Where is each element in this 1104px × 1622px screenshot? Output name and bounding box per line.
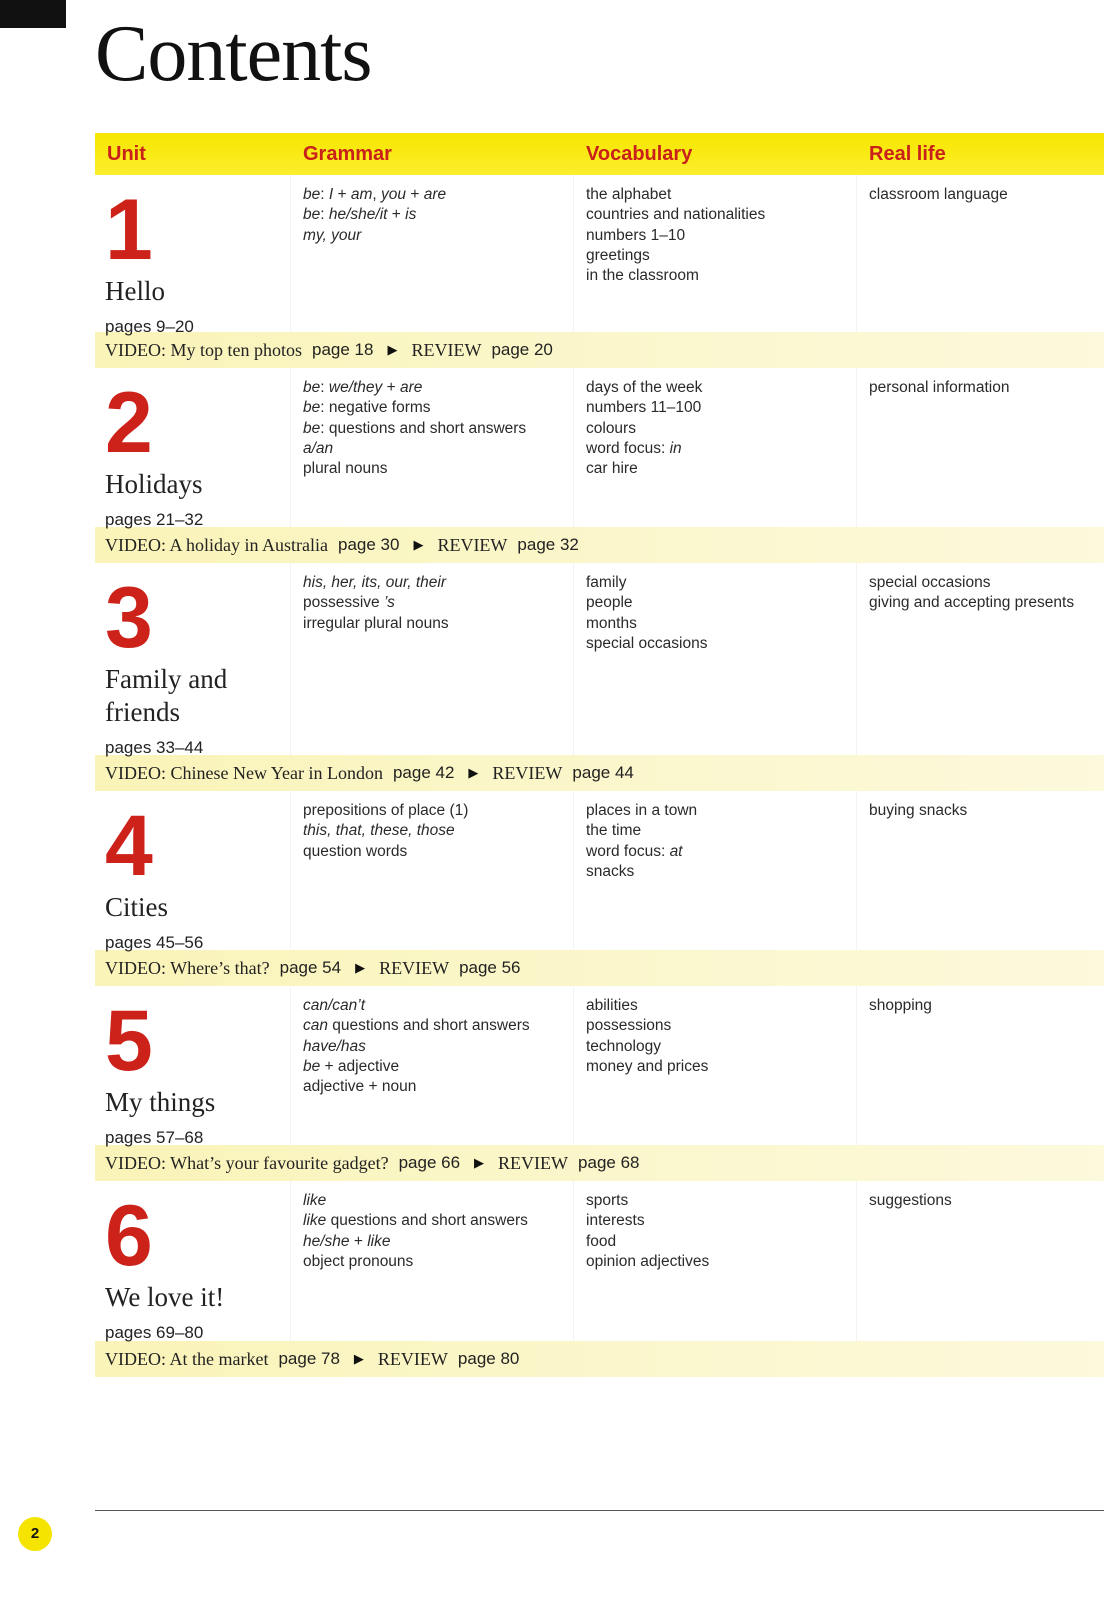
real-life-item	[869, 378, 1104, 398]
text-segment: : questions and short answers	[320, 419, 527, 437]
vocabulary-item	[586, 634, 856, 654]
text-segment: possessions	[586, 1017, 672, 1035]
review-label: REVIEW	[377, 1348, 448, 1369]
text-segment: am	[350, 186, 373, 203]
text-segment: +	[382, 379, 400, 396]
grammar-item	[303, 614, 573, 634]
text-segment: snacks	[586, 862, 635, 880]
review-label: REVIEW	[379, 957, 450, 978]
vocabulary-cell	[574, 986, 857, 1145]
grammar-cell	[291, 986, 574, 1145]
grammar-item	[303, 1232, 573, 1252]
unit-title-line: My things	[105, 1087, 216, 1117]
grammar-cell	[291, 791, 574, 950]
vocabulary-item	[586, 1252, 856, 1272]
text-segment: be	[303, 206, 321, 224]
video-row	[95, 527, 1104, 563]
text-segment: numbers 1–10	[586, 226, 686, 244]
text-segment: his, her, its, our, their	[303, 574, 447, 591]
unit-row	[95, 1181, 1104, 1341]
text-segment: sports	[586, 1192, 629, 1209]
unit-title	[105, 275, 290, 308]
unit-title-line: Cities	[105, 892, 169, 922]
grammar-cell	[291, 1181, 574, 1341]
real-life-item	[869, 185, 1104, 205]
video-title: VIDEO: Chinese New Year in London	[105, 762, 383, 783]
vocabulary-item	[586, 1211, 856, 1231]
unit-number: 6	[105, 1188, 151, 1284]
text-segment: be	[303, 379, 321, 396]
text-segment: numbers 11–100	[586, 399, 702, 417]
unit-title	[105, 663, 290, 729]
text-segment: interests	[586, 1212, 645, 1230]
review-label: REVIEW	[411, 339, 482, 360]
grammar-cell	[291, 175, 574, 332]
vocabulary-item	[586, 1057, 856, 1077]
text-segment: greetings	[586, 246, 650, 264]
real-life-item	[869, 996, 1104, 1016]
text-segment: be	[303, 419, 321, 437]
review-page: page 56	[459, 958, 521, 977]
play-arrow-icon: ▶	[355, 960, 366, 975]
text-segment: money and prices	[586, 1057, 709, 1075]
text-segment: possessive	[303, 594, 384, 612]
header-row	[95, 133, 1104, 175]
video-title: VIDEO: My top ten photos	[105, 339, 302, 360]
header-unit: Unit	[107, 142, 146, 165]
text-segment: like	[367, 1232, 391, 1250]
real-life-cell	[857, 986, 1104, 1145]
text-segment: :	[320, 379, 329, 396]
page-title: Contents	[95, 10, 372, 98]
unit-cell	[95, 1181, 291, 1341]
grammar-item	[303, 419, 573, 439]
real-life-item	[869, 801, 1104, 821]
unit-row	[95, 791, 1104, 950]
review-page: page 80	[457, 1349, 520, 1368]
text-segment: places in a town	[586, 802, 698, 819]
text-segment: food	[586, 1232, 617, 1250]
text-segment: adjective + noun	[303, 1078, 417, 1096]
real-life-item	[869, 1191, 1104, 1211]
text-segment: people	[586, 594, 633, 612]
video-title: VIDEO: Where’s that?	[105, 957, 270, 978]
unit-number: 1	[105, 182, 151, 278]
text-segment: you	[381, 186, 407, 203]
vocabulary-cell	[574, 563, 857, 755]
unit-number: 3	[105, 570, 151, 666]
text-segment: special occasions	[586, 634, 708, 652]
vocabulary-item	[586, 801, 856, 821]
grammar-item	[303, 1077, 573, 1097]
unit-row	[95, 563, 1104, 755]
video-title: VIDEO: At the market	[105, 1348, 269, 1369]
grammar-item	[303, 1191, 573, 1211]
vocabulary-cell	[574, 1181, 857, 1341]
video-title: VIDEO: What’s your favourite gadget?	[105, 1152, 389, 1173]
text-segment: +	[406, 186, 424, 203]
text-segment: shopping	[869, 997, 932, 1014]
text-segment: +	[349, 1232, 368, 1250]
contents-table	[95, 133, 1104, 1377]
vocabulary-item	[586, 614, 856, 634]
text-segment: is	[405, 206, 417, 224]
text-segment: are	[423, 186, 447, 203]
review-label: REVIEW	[492, 762, 563, 783]
text-segment: the alphabet	[586, 186, 672, 203]
unit-row	[95, 368, 1104, 527]
text-segment: personal information	[869, 379, 1010, 396]
unit-title	[105, 1086, 290, 1119]
text-segment: be	[303, 186, 321, 203]
text-segment: days of the week	[586, 379, 703, 396]
text-segment: irregular plural nouns	[303, 614, 449, 632]
vocabulary-item	[586, 1232, 856, 1252]
grammar-item	[303, 801, 573, 821]
text-segment: can	[303, 1017, 328, 1035]
vocabulary-item	[586, 246, 856, 266]
vocabulary-cell	[574, 791, 857, 950]
unit-title-line: Hello	[105, 276, 165, 306]
grammar-item	[303, 1211, 573, 1231]
text-segment: opinion adjectives	[586, 1252, 710, 1270]
text-segment: questions and short answers	[328, 1017, 530, 1035]
vocabulary-item	[586, 996, 856, 1016]
text-segment: are	[399, 379, 423, 396]
text-segment: buying snacks	[869, 802, 968, 819]
unit-number: 4	[105, 798, 151, 894]
play-arrow-icon: ▶	[474, 1155, 485, 1170]
grammar-item	[303, 185, 573, 205]
header-grammar: Grammar	[303, 142, 392, 165]
grammar-item	[303, 1252, 573, 1272]
text-segment: at	[669, 842, 683, 860]
text-segment: :	[320, 186, 329, 203]
unit-cell	[95, 368, 291, 527]
video-page: page 78	[278, 1349, 340, 1368]
grammar-item	[303, 842, 573, 862]
text-segment: : negative forms	[320, 399, 431, 417]
grammar-item	[303, 821, 573, 841]
text-segment: technology	[586, 1037, 661, 1055]
vocabulary-item	[586, 862, 856, 882]
real-life-item	[869, 573, 1104, 593]
text-segment: a/an	[303, 439, 334, 457]
unit-number: 5	[105, 993, 151, 1089]
video-page: page 18	[312, 340, 374, 359]
grammar-item	[303, 459, 573, 479]
units-list	[95, 175, 1104, 1377]
text-segment: plural nouns	[303, 460, 388, 478]
grammar-item	[303, 1016, 573, 1036]
play-arrow-icon: ▶	[353, 1351, 364, 1366]
text-segment: :	[320, 206, 329, 224]
text-segment: abilities	[586, 997, 638, 1014]
video-row	[95, 950, 1104, 986]
unit-title	[105, 468, 290, 501]
review-page: page 68	[578, 1153, 640, 1172]
page-number: 2	[18, 1517, 52, 1551]
text-segment: word focus:	[586, 439, 670, 457]
text-segment: my, your	[303, 226, 362, 244]
text-segment: he/she	[303, 1232, 350, 1250]
text-segment: + adjective	[320, 1057, 400, 1075]
video-title: VIDEO: A holiday in Australia	[105, 534, 328, 555]
review-page: page 20	[491, 340, 553, 359]
text-segment: +	[387, 206, 406, 224]
unit-cell	[95, 175, 291, 336]
text-segment: prepositions of place (1)	[303, 802, 469, 819]
review-page: page 32	[517, 535, 579, 554]
grammar-cell	[291, 563, 574, 755]
text-segment: car hire	[586, 460, 638, 478]
text-segment: +	[333, 186, 351, 203]
text-segment: this, that, these, those	[303, 822, 455, 840]
video-row	[95, 1341, 1104, 1377]
vocabulary-item	[586, 398, 856, 418]
vocabulary-item	[586, 1037, 856, 1057]
video-page: page 66	[398, 1153, 461, 1172]
grammar-item	[303, 996, 573, 1016]
unit-pages: pages 69–80	[105, 1323, 204, 1342]
text-segment: suggestions	[869, 1192, 952, 1209]
review-page: page 44	[572, 763, 634, 782]
text-segment: word focus:	[586, 842, 670, 860]
text-segment: question words	[303, 842, 408, 860]
text-segment: questions and short answers	[326, 1212, 528, 1230]
play-arrow-icon: ▶	[413, 537, 424, 552]
grammar-item	[303, 1057, 573, 1077]
vocabulary-item	[586, 378, 856, 398]
play-arrow-icon: ▶	[387, 342, 398, 357]
unit-title	[105, 1281, 290, 1314]
unit-pages: pages 33–44	[105, 738, 204, 757]
video-page: page 54	[279, 958, 342, 977]
unit-title-line: We love it!	[105, 1282, 225, 1312]
vocabulary-item	[586, 1191, 856, 1211]
text-segment: the time	[586, 822, 642, 840]
grammar-item	[303, 226, 573, 246]
unit-title-line: Holidays	[105, 469, 203, 499]
unit-pages: pages 45–56	[105, 933, 204, 952]
review-label: REVIEW	[437, 534, 508, 555]
text-segment: countries and nationalities	[586, 206, 766, 224]
real-life-cell	[857, 175, 1104, 332]
text-segment: I	[328, 186, 334, 203]
video-page: page 42	[392, 763, 455, 782]
text-segment: family	[586, 574, 627, 591]
real-life-cell	[857, 563, 1104, 755]
vocabulary-item	[586, 226, 856, 246]
unit-number: 2	[105, 375, 151, 471]
unit-cell	[95, 986, 291, 1145]
grammar-item	[303, 205, 573, 225]
play-arrow-icon: ▶	[468, 765, 479, 780]
header-vocabulary: Vocabulary	[586, 142, 693, 165]
vocabulary-item	[586, 1016, 856, 1036]
grammar-item	[303, 378, 573, 398]
text-segment: colours	[586, 419, 636, 437]
text-segment: we/they	[328, 379, 383, 396]
text-segment: have/has	[303, 1037, 366, 1055]
text-segment: classroom language	[869, 186, 1008, 203]
video-row	[95, 1145, 1104, 1181]
grammar-cell	[291, 368, 574, 527]
text-segment: giving and accepting presents	[869, 594, 1075, 612]
vocabulary-cell	[574, 175, 857, 332]
text-segment: special occasions	[869, 574, 991, 591]
text-segment: months	[586, 614, 637, 632]
text-segment: ’s	[383, 594, 395, 612]
text-segment: like	[303, 1212, 327, 1230]
text-segment: in the classroom	[586, 267, 699, 285]
real-life-item	[869, 593, 1104, 613]
unit-title-line: friends	[105, 697, 180, 727]
vocabulary-item	[586, 459, 856, 479]
text-segment: be	[303, 1057, 321, 1075]
unit-pages: pages 9–20	[105, 317, 194, 336]
video-row	[95, 755, 1104, 791]
vocabulary-item	[586, 821, 856, 841]
grammar-item	[303, 398, 573, 418]
vocabulary-item	[586, 593, 856, 613]
vocabulary-item	[586, 205, 856, 225]
unit-cell	[95, 563, 291, 755]
vocabulary-item	[586, 573, 856, 593]
unit-pages: pages 21–32	[105, 510, 204, 529]
grammar-item	[303, 573, 573, 593]
grammar-item	[303, 593, 573, 613]
vocabulary-item	[586, 842, 856, 862]
vocabulary-item	[586, 185, 856, 205]
grammar-item	[303, 1037, 573, 1057]
unit-title-line: Family and	[105, 664, 228, 694]
vocabulary-cell	[574, 368, 857, 527]
text-segment: object pronouns	[303, 1252, 414, 1270]
real-life-cell	[857, 1181, 1104, 1341]
header-real-life: Real life	[869, 142, 946, 165]
real-life-cell	[857, 791, 1104, 950]
footer-rule	[95, 1510, 1104, 1511]
unit-row	[95, 986, 1104, 1145]
vocabulary-item	[586, 439, 856, 459]
real-life-cell	[857, 368, 1104, 527]
grammar-item	[303, 439, 573, 459]
unit-pages: pages 57–68	[105, 1128, 204, 1147]
review-label: REVIEW	[498, 1152, 569, 1173]
vocabulary-item	[586, 266, 856, 286]
video-page: page 30	[337, 535, 400, 554]
vocabulary-item	[586, 419, 856, 439]
unit-title	[105, 891, 290, 924]
text-segment: ,	[372, 186, 382, 203]
text-segment: can/can’t	[303, 997, 366, 1014]
text-segment: be	[303, 399, 321, 417]
corner-tab	[0, 0, 66, 28]
unit-row	[95, 175, 1104, 336]
text-segment: he/she/it	[328, 206, 388, 224]
text-segment: like	[303, 1192, 327, 1209]
text-segment: in	[669, 439, 682, 457]
unit-cell	[95, 791, 291, 950]
